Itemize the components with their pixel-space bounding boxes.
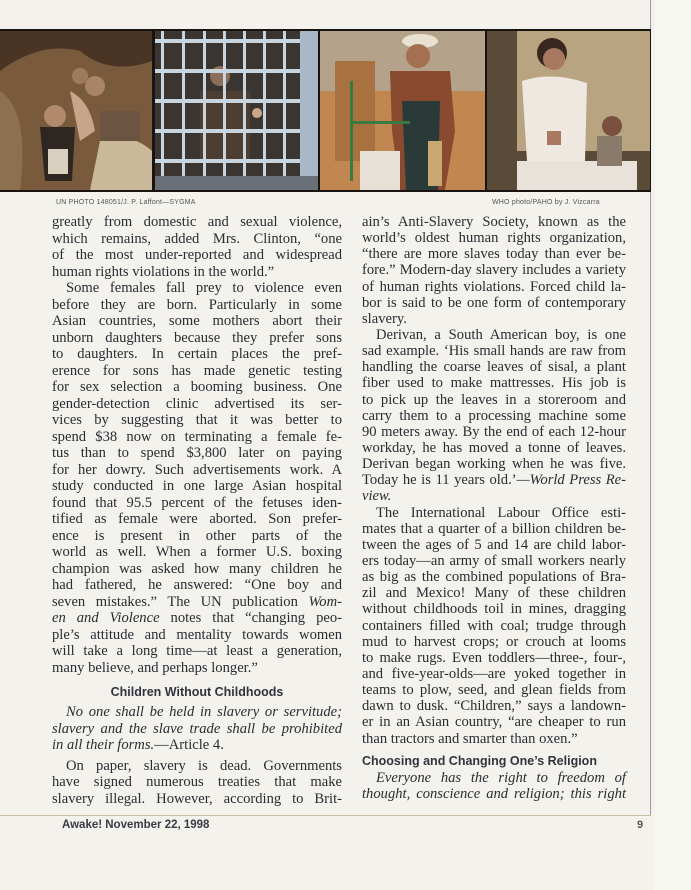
- text-line: [362, 230, 626, 246]
- text-line: [52, 627, 342, 644]
- text-line: [52, 791, 342, 808]
- italic-segment: en and Violence: [52, 610, 160, 626]
- text-line: [362, 634, 626, 650]
- text-segment: bor is said to be one form of contemporary: [362, 294, 626, 311]
- footer-publication: Awake! November 22, 1998: [62, 819, 210, 831]
- text-line: [362, 343, 626, 359]
- text-segment: workday, he has moved a tonne of leaves.: [362, 439, 626, 456]
- text-segment: tus than to spend $3,800 later on paying: [52, 445, 342, 461]
- text-segment: notes that “changing peo-: [159, 610, 342, 626]
- text-line: [52, 297, 342, 314]
- photo-strip: [0, 29, 651, 192]
- text-line: [52, 544, 342, 561]
- text-line: [362, 618, 626, 634]
- text-segment: for her dowry. Such advertisements work. A: [52, 461, 342, 478]
- text-segment: slavery.: [362, 310, 407, 327]
- text-line: [52, 561, 342, 578]
- text-segment: zil and Mexico! Many of these children: [362, 585, 626, 602]
- text-segment: fore.” Modern-day slavery includes a variety: [362, 262, 626, 279]
- text-segment: fiber used to make mattresses. His job is: [362, 375, 626, 392]
- text-line: [362, 537, 626, 553]
- text-segment: er in an Asian country, “are cheaper to run: [362, 714, 626, 731]
- frame-rule-horizontal: [0, 815, 651, 816]
- text-segment: will take a long time—at least a generation,: [52, 643, 342, 659]
- text-segment: seven mistakes.” The UN publication: [52, 593, 309, 610]
- paragraph: [52, 280, 342, 676]
- text-line: [52, 396, 342, 413]
- text-line: [362, 505, 626, 521]
- text-segment: ple’s attitude and mentality towards women: [52, 626, 342, 643]
- text-segment: human rights violations in the world.”: [52, 263, 275, 280]
- italic-segment: view.: [362, 488, 392, 505]
- page-edge: [655, 0, 691, 890]
- text-segment: before they are born. Particularly in some: [52, 296, 342, 313]
- text-segment: No one shall be held in slavery or servitude;: [66, 704, 342, 720]
- text-line: [52, 379, 342, 396]
- text-segment: ain’s Anti-Slavery Society, known as the: [362, 214, 626, 230]
- text-line: [52, 774, 342, 791]
- text-segment: unborn daughters because they prefer sons: [52, 329, 342, 346]
- text-segment: greatly from domestic and sexual violence,: [52, 214, 342, 230]
- text-line: [362, 650, 626, 666]
- text-segment: to pick up the leaves in a storeroom and: [362, 391, 626, 408]
- text-line: [52, 429, 342, 446]
- text-line: [362, 440, 626, 456]
- photo-person-behind-bars: [155, 31, 318, 190]
- text-line: [362, 714, 626, 730]
- text-line: [52, 231, 342, 248]
- text-line: [362, 262, 626, 278]
- text-segment: ence is present in other parts of the: [52, 527, 342, 544]
- text-segment: and five-year-olds—are yoked together in: [362, 665, 626, 682]
- text-line: [362, 375, 626, 391]
- text-line: [362, 488, 626, 504]
- text-line: [362, 786, 626, 802]
- text-line: [52, 412, 342, 429]
- text-line: [52, 264, 342, 281]
- text-segment: champion was asked how many children he: [52, 560, 342, 577]
- text-line: [52, 577, 342, 594]
- text-line: [52, 643, 342, 660]
- left-column: [52, 214, 342, 807]
- text-segment: slavery illegal. However, according to Brit-: [52, 790, 342, 807]
- text-line: [362, 698, 626, 714]
- text-line: [52, 346, 342, 363]
- text-segment: of human rights violations. Forced child la-: [362, 278, 626, 295]
- text-line: [52, 758, 342, 775]
- text-segment: world as well. When a former U.S. boxing: [52, 544, 342, 560]
- text-line: [52, 363, 342, 380]
- text-line: [52, 610, 342, 627]
- text-line: [52, 737, 342, 754]
- text-segment: many believe, and perhaps longer.”: [52, 659, 258, 676]
- text-line: [52, 478, 342, 495]
- text-line: [362, 279, 626, 295]
- right-column: [362, 214, 626, 806]
- text-segment: study conducted in one large Asian hospital: [52, 478, 342, 494]
- roman-segment: —Article 4.: [154, 737, 224, 753]
- text-segment: tween the ages of 5 and 14 are child labor-: [362, 536, 626, 553]
- text-segment: mud to harvest crops; or crouch at looms: [362, 633, 626, 650]
- text-line: [52, 445, 342, 462]
- text-segment: Asian countries, some mothers abort their: [52, 313, 342, 329]
- text-segment: Today he is 11 years old.’: [362, 472, 517, 489]
- text-segment: gender-detection clinic advertised its ser-: [52, 395, 342, 412]
- photo-children-in-mine: [0, 31, 152, 190]
- italic-segment: —World Press Re-: [516, 472, 627, 489]
- text-line: [362, 424, 626, 440]
- text-segment: 90 meters away. By the end of each 12-hour: [362, 423, 626, 440]
- text-line: [52, 511, 342, 528]
- paragraph: [362, 327, 626, 505]
- photo-credit-left: UN PHOTO 148051/J. P. Laffont—SYGMA: [56, 199, 196, 206]
- text-line: [362, 359, 626, 375]
- text-line: [362, 682, 626, 698]
- page-number: 9: [637, 819, 644, 831]
- text-segment: slavery and the slave trade shall be prohibited: [52, 720, 342, 737]
- text-segment: found that 95.5 percent of the fetuses iden-: [52, 494, 342, 511]
- text-line: [52, 462, 342, 479]
- text-line: [52, 528, 342, 545]
- text-segment: to make rugs. Even toddlers—three-, four-,: [362, 649, 626, 666]
- italic-segment: Wom-: [308, 593, 342, 610]
- text-line: [362, 295, 626, 311]
- text-segment: had fathered, he answered: “One boy and: [52, 577, 342, 593]
- text-line: [52, 660, 342, 677]
- text-line: [362, 214, 626, 230]
- text-segment: for sex selection a booming business. One: [52, 379, 342, 395]
- text-line: [362, 731, 626, 747]
- text-segment: Some females fall prey to violence even: [66, 280, 342, 296]
- text-segment: of the most under-reported and widespread: [52, 247, 342, 263]
- text-line: [362, 585, 626, 601]
- text-segment: Everyone has the right to freedom of: [376, 769, 626, 786]
- text-segment: containers filled with coal; trudge through: [362, 617, 626, 634]
- text-segment: “there are more slaves today than ever be-: [362, 246, 626, 263]
- text-line: [362, 327, 626, 343]
- article-quote: [362, 770, 626, 802]
- text-line: [52, 313, 342, 330]
- text-line: [362, 408, 626, 424]
- text-segment: dawn to dusk. “Children,” says a landown-: [362, 698, 626, 715]
- text-segment: Derivan began working when he was five.: [362, 456, 626, 473]
- text-line: [362, 770, 626, 786]
- text-line: [362, 392, 626, 408]
- text-segment: tified as female were aborted. Son prefer-: [52, 511, 342, 527]
- paragraph: [52, 214, 342, 280]
- text-line: [362, 521, 626, 537]
- text-line: [362, 553, 626, 569]
- text-segment: than tractors and smarter than oxen.”: [362, 730, 578, 747]
- text-segment: to daughters. In certain places the pref-: [52, 346, 342, 362]
- text-segment: On paper, slavery is dead. Governments: [66, 757, 342, 774]
- text-line: [362, 666, 626, 682]
- text-segment: ers today—an army of small workers nearly: [362, 552, 626, 569]
- text-segment: Derivan, a South American boy, is one: [376, 326, 626, 343]
- text-line: [52, 594, 342, 611]
- text-line: [52, 214, 342, 231]
- text-segment: erence for sons has made genetic testing: [52, 362, 342, 379]
- text-segment: sad example. ‘His small hands are raw from: [362, 343, 626, 360]
- text-line: [362, 472, 626, 488]
- photo-man-with-cart: [320, 31, 485, 190]
- text-line: [52, 721, 342, 738]
- text-segment: in all their forms.: [52, 737, 155, 753]
- photo-woman-with-child: [487, 31, 650, 190]
- text-segment: teams to plow, seed, and glean fields from: [362, 682, 626, 699]
- text-segment: world’s oldest human rights organization,: [362, 230, 626, 247]
- section-heading: Children Without Childhoods: [110, 685, 284, 699]
- text-line: [52, 280, 342, 297]
- text-segment: thought, conscience and religion; this right: [362, 785, 626, 802]
- text-segment: carry them to a processing machine some: [362, 407, 626, 424]
- text-line: [52, 247, 342, 264]
- text-segment: The International Labour Office esti-: [376, 504, 626, 521]
- text-segment: which remains, added Mrs. Clinton, “one: [52, 230, 342, 247]
- text-line: [362, 601, 626, 617]
- text-segment: mates that a quarter of a billion children be-: [362, 520, 626, 537]
- text-line: [362, 246, 626, 262]
- text-line: [362, 569, 626, 585]
- text-line: [52, 704, 342, 721]
- paragraph: [362, 214, 626, 327]
- text-line: [362, 311, 626, 327]
- text-line: [362, 456, 626, 472]
- text-segment: spend $38 now on terminating a female fe-: [52, 428, 342, 445]
- section-heading: Choosing and Changing One’s Religion: [362, 753, 597, 768]
- text-segment: without childhoods toil in mines, dragging: [362, 601, 626, 618]
- text-segment: handling the coarse leaves of sisal, a plant: [362, 359, 626, 376]
- photo-credit-right: WHO photo/PAHO by J. Vizcarra: [492, 199, 600, 206]
- text-segment: vices by suggesting that it was better to: [52, 412, 342, 428]
- text-segment: have signed numerous treaties that make: [52, 774, 342, 790]
- article-quote: [52, 704, 342, 754]
- text-line: [52, 495, 342, 512]
- paragraph: [362, 505, 626, 747]
- text-segment: as big as the combined populations of Bra-: [362, 569, 626, 586]
- text-line: [52, 330, 342, 347]
- paragraph: [52, 758, 342, 808]
